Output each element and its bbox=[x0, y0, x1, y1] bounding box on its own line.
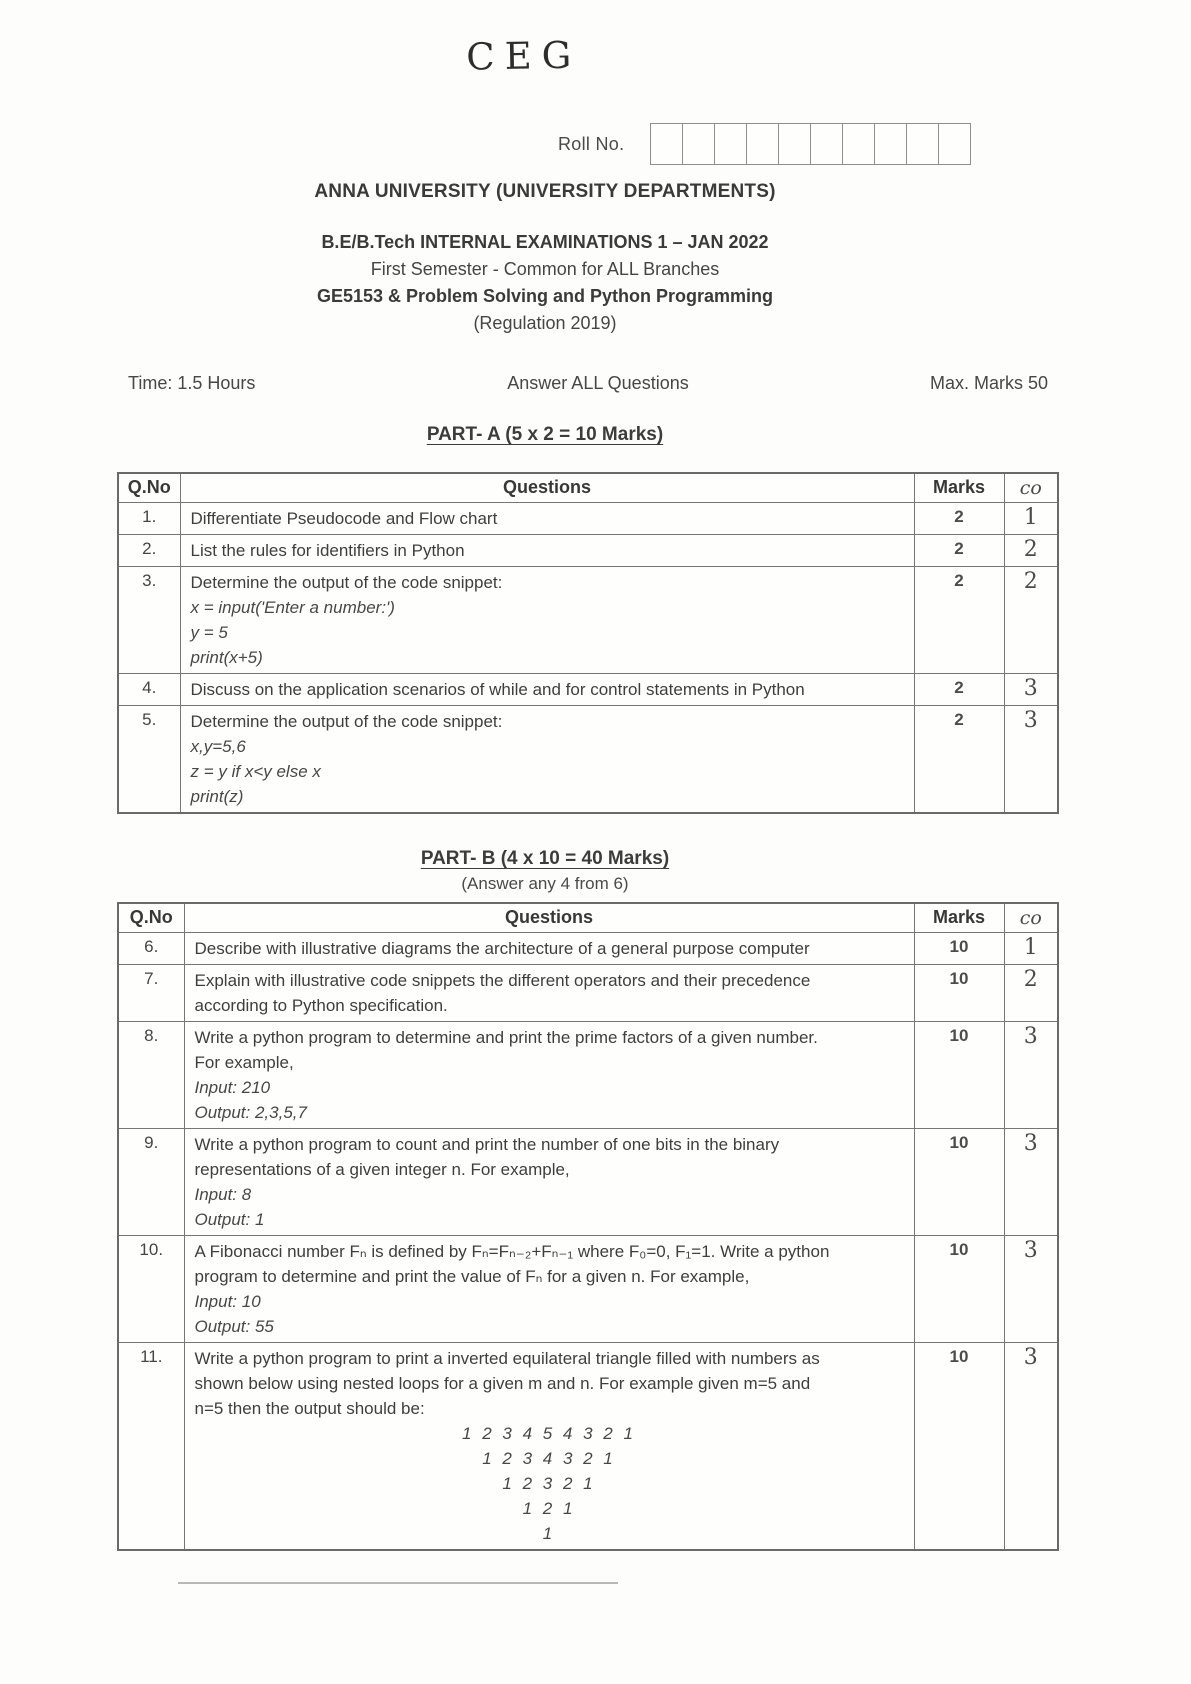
marks-value: 2 bbox=[914, 674, 1004, 706]
question-line: z = y if x<y else x bbox=[190, 762, 321, 781]
marks-value: 10 bbox=[914, 1343, 1004, 1551]
question-line: Determine the output of the code snippet: bbox=[190, 573, 503, 592]
co-value: 3 bbox=[1004, 1343, 1058, 1551]
question-number: 7. bbox=[118, 965, 184, 1022]
question-line: y = 5 bbox=[190, 623, 228, 642]
roll-no-section bbox=[558, 123, 1191, 165]
roll-no-cell[interactable] bbox=[715, 124, 747, 164]
question-text bbox=[180, 674, 914, 706]
question-row bbox=[118, 706, 1058, 814]
question-line: x = input('Enter a number:') bbox=[190, 598, 395, 617]
question-number: 2. bbox=[118, 535, 180, 567]
question-line: Write a python program to count and print the number of one bits in the binary bbox=[194, 1135, 780, 1154]
question-line: Describe with illustrative diagrams the architecture of a general purpose computer bbox=[194, 939, 810, 958]
question-row bbox=[118, 933, 1058, 965]
co-column-header: co bbox=[1004, 903, 1058, 933]
question-line: Output: 2,3,5,7 bbox=[194, 1103, 307, 1122]
question-line: n=5 then the output should be: bbox=[194, 1399, 425, 1418]
scan-artifact-line bbox=[178, 1582, 618, 1584]
question-line: print(x+5) bbox=[190, 648, 263, 667]
question-line: Explain with illustrative code snippets the different operators and their precedence bbox=[194, 971, 811, 990]
question-text bbox=[184, 1129, 914, 1236]
part-a-header-row bbox=[118, 473, 1058, 503]
qno-column-header: Q.No bbox=[118, 903, 184, 933]
question-number: 5. bbox=[118, 706, 180, 814]
questions-column-header: Questions bbox=[184, 903, 914, 933]
co-value: 2 bbox=[1004, 535, 1058, 567]
question-number: 6. bbox=[118, 933, 184, 965]
part-a-table bbox=[117, 472, 1059, 814]
regulation-line: (Regulation 2019) bbox=[473, 313, 617, 333]
roll-no-cell[interactable] bbox=[683, 124, 715, 164]
co-value: 2 bbox=[1004, 567, 1058, 674]
question-row bbox=[118, 535, 1058, 567]
marks-column-header: Marks bbox=[914, 473, 1004, 503]
triangle-output-line: 1 2 3 4 5 4 3 2 1 bbox=[462, 1424, 636, 1443]
question-number: 9. bbox=[118, 1129, 184, 1236]
part-b-header-row bbox=[118, 903, 1058, 933]
co-value: 3 bbox=[1004, 1236, 1058, 1343]
marks-value: 10 bbox=[914, 933, 1004, 965]
question-line: according to Python specification. bbox=[194, 996, 448, 1015]
question-line: A Fibonacci number Fₙ is defined by Fₙ=Fₙ₋₂+Fₙ₋₁ where F₀=0, F₁=1. Write a python bbox=[194, 1242, 830, 1261]
roll-no-cell[interactable] bbox=[747, 124, 779, 164]
exam-meta-row bbox=[0, 373, 1191, 394]
question-line: Write a python program to print a inverted equilateral triangle filled with numbers as bbox=[194, 1349, 820, 1368]
question-line: Determine the output of the code snippet: bbox=[190, 712, 503, 731]
answer-instruction: Answer ALL Questions bbox=[507, 373, 689, 393]
question-row bbox=[118, 1129, 1058, 1236]
marks-value: 10 bbox=[914, 1129, 1004, 1236]
question-row bbox=[118, 1343, 1058, 1551]
question-row bbox=[118, 674, 1058, 706]
question-line: Input: 210 bbox=[194, 1078, 271, 1097]
marks-value: 10 bbox=[914, 965, 1004, 1022]
question-line: For example, bbox=[194, 1053, 294, 1072]
exam-title: B.E/B.Tech INTERNAL EXAMINATIONS 1 – JAN 2022 bbox=[321, 232, 769, 252]
university-title: ANNA UNIVERSITY (UNIVERSITY DEPARTMENTS) bbox=[314, 181, 776, 202]
co-value: 1 bbox=[1004, 503, 1058, 535]
question-line: Output: 55 bbox=[194, 1317, 274, 1336]
question-line: Output: 1 bbox=[194, 1210, 265, 1229]
question-line: List the rules for identifiers in Python bbox=[190, 541, 465, 560]
co-value: 2 bbox=[1004, 965, 1058, 1022]
triangle-output-line: 1 2 1 bbox=[522, 1499, 576, 1518]
roll-no-cell[interactable] bbox=[811, 124, 843, 164]
handwritten-ceg-label: CEG bbox=[465, 33, 582, 79]
question-line: shown below using nested loops for a given m and n. For example given m=5 and bbox=[194, 1374, 811, 1393]
marks-column-header: Marks bbox=[914, 903, 1004, 933]
question-row bbox=[118, 503, 1058, 535]
part-b-title: PART- B (4 x 10 = 40 Marks) bbox=[420, 848, 670, 869]
part-a-title: PART- A (5 x 2 = 10 Marks) bbox=[426, 424, 664, 445]
question-text bbox=[180, 503, 914, 535]
time-allowed: Time: 1.5 Hours bbox=[128, 373, 256, 393]
marks-value: 2 bbox=[914, 503, 1004, 535]
marks-value: 2 bbox=[914, 535, 1004, 567]
triangle-output-line: 1 2 3 2 1 bbox=[502, 1474, 596, 1493]
marks-value: 10 bbox=[914, 1236, 1004, 1343]
co-value: 3 bbox=[1004, 1022, 1058, 1129]
roll-no-label: Roll No. bbox=[558, 133, 625, 154]
course-title: GE5153 & Problem Solving and Python Programming bbox=[316, 286, 774, 306]
question-number: 8. bbox=[118, 1022, 184, 1129]
part-b-subtitle: (Answer any 4 from 6) bbox=[461, 874, 629, 893]
question-row bbox=[118, 1236, 1058, 1343]
roll-no-cell[interactable] bbox=[939, 124, 970, 164]
roll-no-cell[interactable] bbox=[779, 124, 811, 164]
co-column-header: co bbox=[1004, 473, 1058, 503]
question-row bbox=[118, 1022, 1058, 1129]
question-number: 1. bbox=[118, 503, 180, 535]
question-line: Input: 10 bbox=[194, 1292, 261, 1311]
exam-header-block bbox=[0, 229, 1090, 337]
question-text bbox=[184, 1343, 914, 1551]
question-text bbox=[180, 706, 914, 814]
question-line: Input: 8 bbox=[194, 1185, 252, 1204]
qno-column-header: Q.No bbox=[118, 473, 180, 503]
co-value: 3 bbox=[1004, 674, 1058, 706]
question-row bbox=[118, 965, 1058, 1022]
roll-no-cell[interactable] bbox=[651, 124, 683, 164]
question-line: Differentiate Pseudocode and Flow chart bbox=[190, 509, 498, 528]
marks-value: 2 bbox=[914, 567, 1004, 674]
question-line: Write a python program to determine and print the prime factors of a given number. bbox=[194, 1028, 818, 1047]
co-value: 3 bbox=[1004, 1129, 1058, 1236]
marks-value: 2 bbox=[914, 706, 1004, 814]
semester-line: First Semester - Common for ALL Branches bbox=[370, 259, 720, 279]
part-b-table bbox=[117, 902, 1059, 1551]
question-number: 4. bbox=[118, 674, 180, 706]
marks-value: 10 bbox=[914, 1022, 1004, 1129]
triangle-output-line: 1 bbox=[542, 1524, 556, 1543]
question-line: print(z) bbox=[190, 787, 244, 806]
question-text bbox=[184, 1236, 914, 1343]
roll-no-cell[interactable] bbox=[843, 124, 875, 164]
roll-no-cell[interactable] bbox=[875, 124, 907, 164]
question-text bbox=[180, 567, 914, 674]
question-number: 3. bbox=[118, 567, 180, 674]
question-text bbox=[180, 535, 914, 567]
question-text bbox=[184, 933, 914, 965]
question-number: 10. bbox=[118, 1236, 184, 1343]
question-text bbox=[184, 1022, 914, 1129]
question-line: representations of a given integer n. For example, bbox=[194, 1160, 570, 1179]
question-text bbox=[184, 965, 914, 1022]
max-marks: Max. Marks 50 bbox=[930, 373, 1049, 393]
co-value: 1 bbox=[1004, 933, 1058, 965]
triangle-output-line: 1 2 3 4 3 2 1 bbox=[482, 1449, 616, 1468]
question-row bbox=[118, 567, 1058, 674]
co-value: 3 bbox=[1004, 706, 1058, 814]
question-line: program to determine and print the value of Fₙ for a given n. For example, bbox=[194, 1267, 750, 1286]
question-line: Discuss on the application scenarios of while and for control statements in Python bbox=[190, 680, 805, 699]
questions-column-header: Questions bbox=[180, 473, 914, 503]
question-number: 11. bbox=[118, 1343, 184, 1551]
question-line: x,y=5,6 bbox=[190, 737, 246, 756]
roll-no-cell[interactable] bbox=[907, 124, 939, 164]
roll-no-boxes bbox=[650, 123, 971, 165]
